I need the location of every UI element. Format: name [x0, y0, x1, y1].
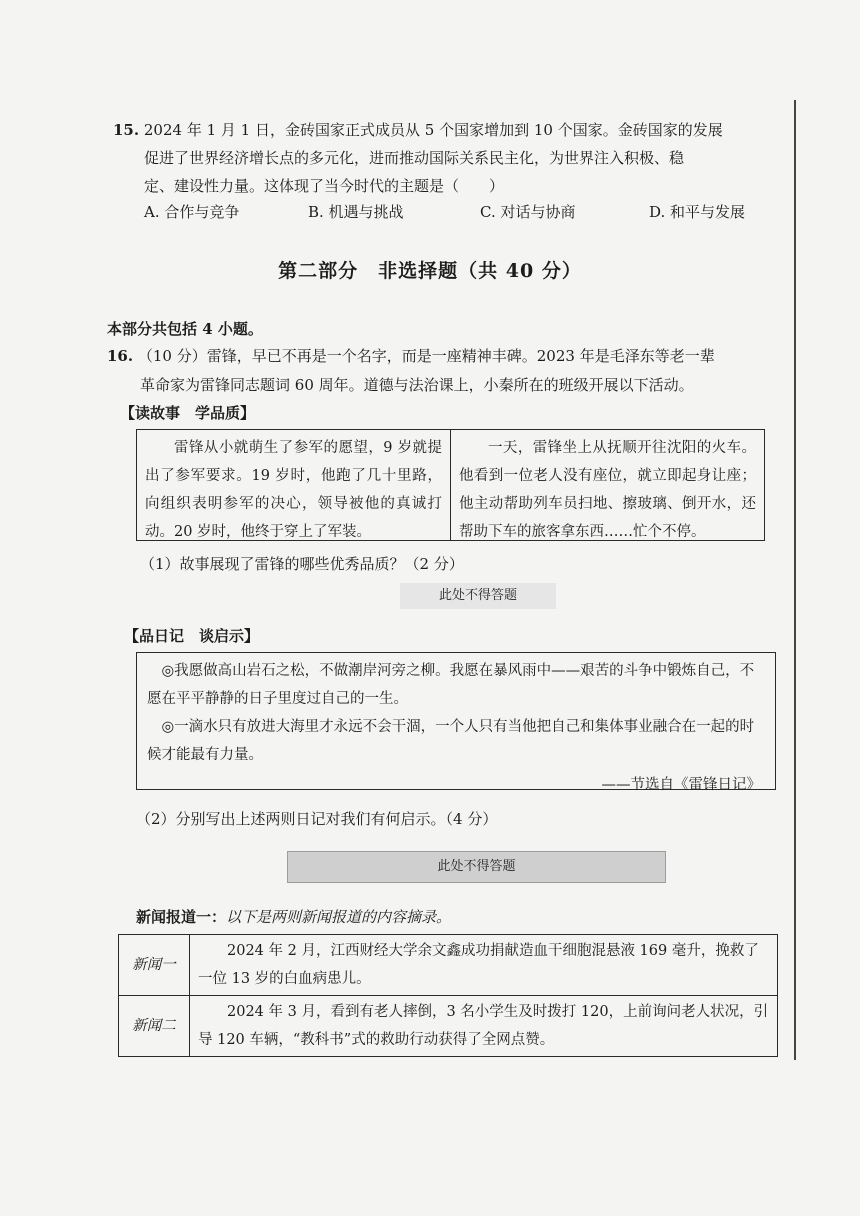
question-16-line1	[107, 342, 797, 371]
story-box	[136, 429, 765, 541]
section-read-diary: 【品日记 谈启示】	[124, 627, 260, 645]
question-16-text: （10 分）雷锋，早已不再是一个名字，而是一座精神丰碑。2023 年是毛泽东等老一辈	[137, 347, 715, 365]
option-a: A. 合作与竞争	[144, 203, 240, 221]
news-table	[118, 934, 778, 1057]
news-heading-label: 新闻报道一：	[136, 908, 227, 926]
story-right: 一天，雷锋坐上从抚顺开往沈阳的火车。他看到一位老人没有座位，就立即起身让座；他主动帮助列车员扫地、擦玻璃、倒开水，还帮助下车的旅客拿东西……忙个不停。	[450, 430, 764, 540]
table-row	[119, 935, 778, 996]
question-16	[107, 342, 797, 400]
question-15-line1	[113, 116, 793, 144]
margin-line	[794, 100, 796, 1060]
question-16-line2: 革命家为雷锋同志题词 60 周年。道德与法治课上，小秦所在的班级开展以下活动。	[140, 376, 694, 394]
answer-mask-2: 此处不得答题	[287, 851, 666, 883]
part-note: 本部分共包括 4 小题。	[107, 320, 263, 338]
sub-question-1: （1）故事展现了雷锋的哪些优秀品质？（2 分）	[140, 555, 464, 573]
option-d: D. 和平与发展	[649, 203, 746, 221]
option-c: C. 对话与协商	[480, 203, 576, 221]
news-label: 新闻一	[119, 935, 190, 996]
table-row	[119, 996, 778, 1057]
diary-source: ——节选自《雷锋日记》	[601, 777, 761, 793]
question-15-text: 2024 年 1 月 1 日，金砖国家正式成员从 5 个国家增加到 10 个国家。金砖国家的发展	[143, 121, 723, 139]
answer-mask-1: 此处不得答题	[400, 583, 556, 609]
story-left: 雷锋从小就萌生了参军的愿望，9 岁就提出了参军要求。19 岁时，他跑了几十里路，向组织表明参军的决心，领导被他的真诚打动。20 岁时，他终于穿上了军装。	[145, 440, 442, 540]
news-heading-handwritten: 以下是两则新闻报道的内容摘录。	[226, 908, 452, 926]
news-heading	[136, 906, 451, 927]
question-15	[113, 116, 793, 200]
part-title: 第二部分 非选择题（共 40 分）	[278, 260, 582, 282]
diary-entry-1: ◎我愿做高山岩石之松，不做潮岸河旁之柳。我愿在暴风雨中——艰苦的斗争中锻炼自己，不愿在平平静静的日子里度过自己的一生。	[147, 663, 755, 707]
question-15-line2: 促进了世界经济增长点的多元化，进而推动国际关系民主化，为世界注入积极、稳	[144, 149, 685, 167]
option-b: B. 机遇与挑战	[308, 203, 404, 221]
question-number: 16.	[107, 347, 134, 365]
section-read-story: 【读故事 学品质】	[120, 404, 256, 422]
question-15-line3: 定、建设性力量。这体现了当今时代的主题是（ ）	[144, 177, 505, 195]
sub-question-2: （2）分别写出上述两则日记对我们有何启示。（4 分）	[136, 810, 498, 828]
news-label: 新闻二	[119, 996, 190, 1057]
news-text: 2024 年 3 月，看到有老人摔倒，3 名小学生及时拨打 120，上前询问老人状况，引导 120 车辆，“教科书”式的救助行动获得了全网点赞。	[190, 996, 778, 1057]
diary-box	[136, 652, 776, 793]
news-text: 2024 年 2 月，江西财经大学余文鑫成功捐献造血干细胞混悬液 169 毫升，挽救了一位 13 岁的白血病患儿。	[190, 935, 778, 996]
diary-entry-2: ◎一滴水只有放进大海里才永远不会干涸，一个人只有当他把自己和集体事业融合在一起的时候才能最有力量。	[147, 719, 755, 763]
question-number: 15.	[113, 121, 140, 139]
